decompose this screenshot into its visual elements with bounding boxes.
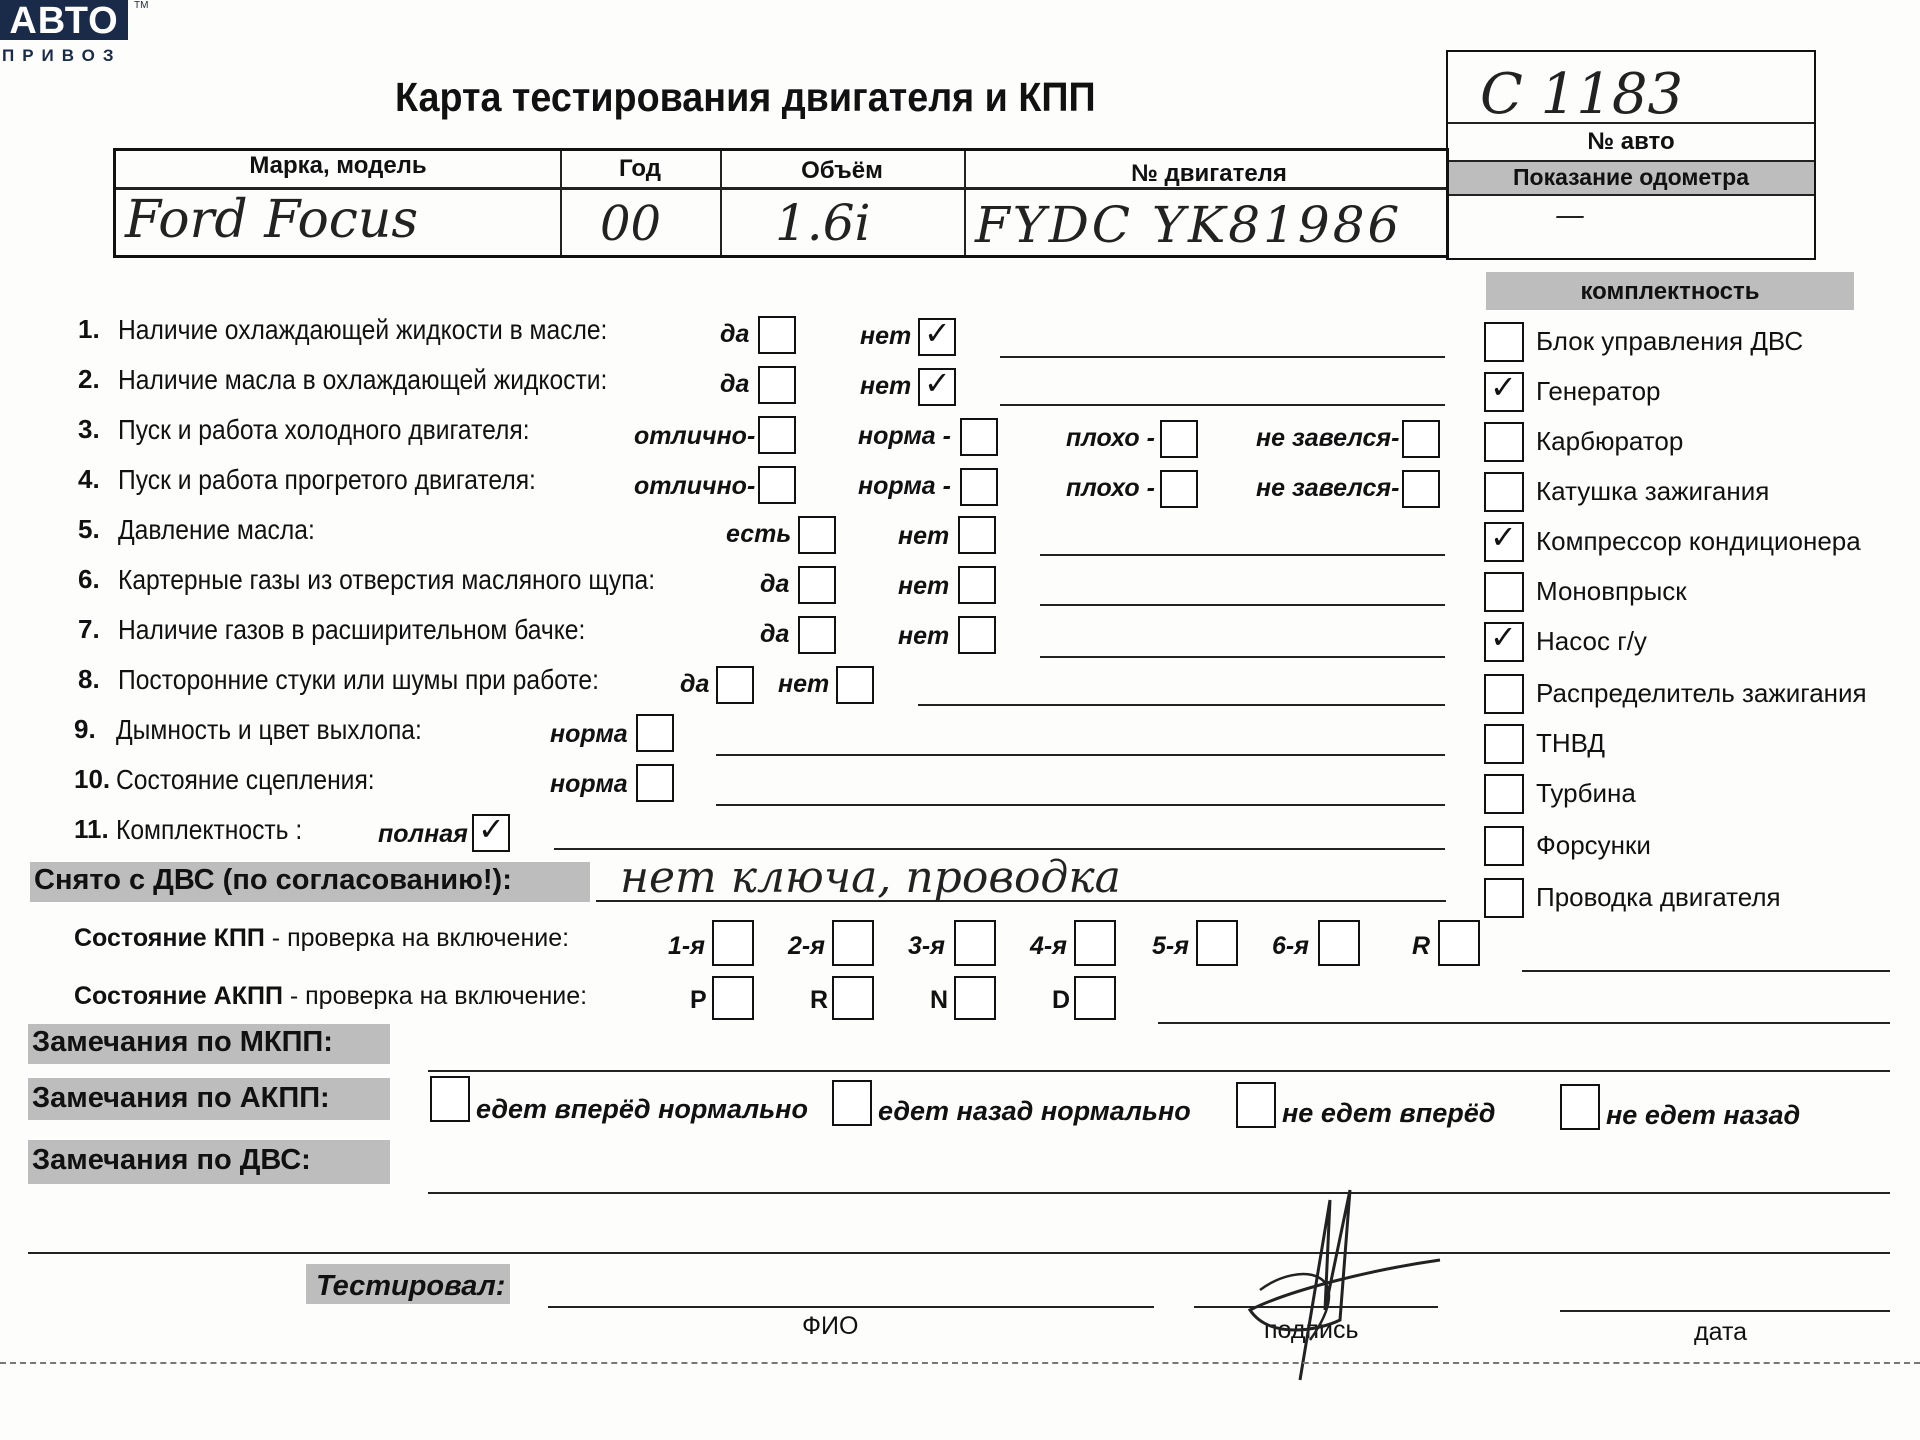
- q7-opt-yes: да: [760, 620, 790, 648]
- q9-checkbox[interactable]: [636, 714, 674, 752]
- col-make: Марка, модель: [249, 152, 427, 179]
- tested-label: Тестировал:: [316, 1270, 506, 1302]
- kpp-gear-label: 1-я: [668, 932, 705, 960]
- q3-text: Пуск и работа холодного двигателя:: [118, 414, 530, 445]
- check-mark: ✓: [1490, 618, 1517, 656]
- q3-opt-4: не завелся-: [1256, 424, 1400, 452]
- kpp-gear-checkbox[interactable]: [1318, 920, 1360, 966]
- q8-opt-no: нет: [778, 670, 830, 698]
- completeness-item: Распределитель зажигания: [1536, 678, 1867, 708]
- akpp-gear-checkbox[interactable]: [832, 976, 874, 1020]
- q9-text: Дымность и цвет выхлопа:: [116, 714, 422, 745]
- akpp-opt-checkbox-4[interactable]: [1560, 1084, 1600, 1130]
- q9-opt: норма: [550, 720, 628, 748]
- kpp-gear-label: 5-я: [1152, 932, 1189, 960]
- q6-checkbox-yes[interactable]: [798, 566, 836, 604]
- completeness-item: Проводка двигателя: [1536, 882, 1781, 912]
- akpp-opt-2: едет назад нормально: [878, 1096, 1191, 1126]
- kpp-gear-checkbox[interactable]: [712, 920, 754, 966]
- logo-tm: TM: [134, 0, 149, 11]
- logo: [0, 0, 149, 70]
- col-volume: Объём: [801, 157, 883, 184]
- remarks-akpp-label: Замечания по АКПП:: [32, 1082, 330, 1114]
- completeness-title: комплектность: [1580, 278, 1760, 305]
- q4-opt-3: плохо -: [1066, 474, 1155, 502]
- remarks-dvs-label: Замечания по ДВС:: [32, 1144, 311, 1176]
- q6-text: Картерные газы из отверстия масляного щупа:: [118, 564, 656, 595]
- q10-text: Состояние сцепления:: [116, 764, 375, 795]
- tested-sign-label: подпись: [1264, 1316, 1359, 1344]
- akpp-opt-1: едет вперёд нормально: [476, 1094, 808, 1124]
- odometer-label: Показание одометра: [1513, 164, 1749, 190]
- col-year: Год: [619, 155, 661, 182]
- q5-checkbox-no[interactable]: [958, 516, 996, 554]
- check-mark: ✓: [1490, 368, 1517, 406]
- kpp-gear-checkbox[interactable]: [832, 920, 874, 966]
- q10-opt: норма: [550, 770, 628, 798]
- q8-number: 8.: [78, 664, 100, 694]
- completeness-checkbox-1[interactable]: [1484, 322, 1524, 362]
- q1-opt-no: нет: [860, 322, 912, 350]
- q2-number: 2.: [78, 364, 100, 394]
- check-mark: ✓: [1490, 518, 1517, 556]
- q4-opt-4: не завелся-: [1256, 474, 1400, 502]
- kpp-gear-checkbox[interactable]: [1438, 920, 1480, 966]
- q11-number: 11.: [74, 814, 109, 844]
- completeness-item: Насос г/у: [1536, 626, 1647, 656]
- q10-number: 10.: [74, 764, 111, 794]
- q3-checkbox-1[interactable]: [758, 416, 796, 454]
- akpp-label-rest: - проверка на включение:: [282, 982, 588, 1010]
- q2-opt-yes: да: [720, 370, 750, 398]
- q8-text: Посторонние стуки или шумы при работе:: [118, 664, 599, 695]
- q7-text: Наличие газов в расширительном бачке:: [118, 614, 586, 645]
- removed-value: нет ключа, проводка: [620, 852, 1121, 903]
- volume-value: 1.6i: [775, 194, 871, 252]
- completeness-item: Турбина: [1536, 778, 1636, 808]
- tested-fio-label: ФИО: [802, 1312, 859, 1340]
- q7-opt-no: нет: [898, 622, 950, 650]
- akpp-opt-checkbox-3[interactable]: [1236, 1082, 1276, 1128]
- logo-main: АВТО: [0, 0, 128, 40]
- q4-text: Пуск и работа прогретого двигателя:: [118, 464, 536, 495]
- kpp-gear-label: 4-я: [1030, 932, 1067, 960]
- auto-number: C 1183: [1480, 62, 1684, 127]
- q10-checkbox[interactable]: [636, 764, 674, 802]
- logo-sub: ПРИВОЗ: [2, 46, 122, 65]
- completeness-item: Катушка зажигания: [1536, 476, 1770, 506]
- q11-opt: полная: [378, 820, 468, 848]
- q7-number: 7.: [78, 614, 100, 644]
- q5-opt-yes: есть: [726, 520, 792, 548]
- q4-checkbox-1[interactable]: [758, 466, 796, 504]
- completeness-checkbox-7[interactable]: [1484, 618, 1524, 662]
- completeness-item: Генератор: [1536, 376, 1661, 406]
- check-mark: ✓: [478, 810, 505, 848]
- q2-checkbox-yes[interactable]: [758, 366, 796, 404]
- kpp-gear-label: R: [1412, 932, 1431, 960]
- year-value: 00: [600, 196, 662, 252]
- q6-opt-yes: да: [760, 570, 790, 598]
- removed-label: Снято с ДВС (по согласованию!):: [34, 864, 512, 896]
- q6-checkbox-no[interactable]: [958, 566, 996, 604]
- q3-checkbox-4[interactable]: [1402, 420, 1440, 458]
- completeness-checkbox-9[interactable]: [1484, 724, 1524, 764]
- auto-number-label: № авто: [1587, 128, 1675, 155]
- q1-text: Наличие охлаждающей жидкости в масле:: [118, 314, 608, 345]
- q7-checkbox-no[interactable]: [958, 616, 996, 654]
- q5-checkbox-yes[interactable]: [798, 516, 836, 554]
- kpp-label-bold: Состояние КПП: [74, 924, 265, 952]
- make-value: Ford Focus: [125, 190, 419, 250]
- completeness-checkbox-10[interactable]: [1484, 774, 1524, 814]
- q5-opt-no: нет: [898, 522, 950, 550]
- q8-checkbox-no[interactable]: [836, 666, 874, 704]
- q4-number: 4.: [78, 464, 100, 494]
- q11-checkbox[interactable]: [472, 810, 510, 852]
- akpp-label-bold: Состояние АКПП: [74, 982, 283, 1010]
- completeness-item: Моновпрыск: [1536, 576, 1687, 606]
- akpp-gear-checkbox[interactable]: [954, 976, 996, 1020]
- akpp-gear-label: P: [690, 986, 707, 1014]
- akpp-gear-label: R: [810, 986, 829, 1014]
- q4-opt-1: отлично-: [634, 472, 756, 500]
- completeness-checkbox-11[interactable]: [1484, 826, 1524, 866]
- q8-opt-yes: да: [680, 670, 710, 698]
- q5-number: 5.: [78, 514, 100, 544]
- akpp-gear-checkbox[interactable]: [712, 976, 754, 1020]
- kpp-gear-checkbox[interactable]: [1196, 920, 1238, 966]
- akpp-opt-3: не едет вперёд: [1282, 1098, 1496, 1128]
- q3-opt-3: плохо -: [1066, 424, 1155, 452]
- q1-checkbox-yes[interactable]: [758, 316, 796, 354]
- kpp-label: [74, 924, 569, 953]
- kpp-gear-checkbox[interactable]: [954, 920, 996, 966]
- page-title: Карта тестирования двигателя и КПП: [395, 74, 1096, 120]
- akpp-gear-label: N: [930, 986, 949, 1014]
- q2-checkbox-no[interactable]: [918, 364, 956, 406]
- q3-checkbox-2[interactable]: [960, 418, 998, 456]
- q9-number: 9.: [74, 714, 96, 744]
- q6-number: 6.: [78, 564, 100, 594]
- q4-checkbox-3[interactable]: [1160, 470, 1198, 508]
- q8-checkbox-yes[interactable]: [716, 666, 754, 704]
- completeness-checkbox-2[interactable]: [1484, 368, 1524, 412]
- q3-opt-1: отлично-: [634, 422, 756, 450]
- completeness-item: Форсунки: [1536, 830, 1651, 860]
- q1-number: 1.: [78, 314, 100, 344]
- kpp-label-rest: - проверка на включение:: [264, 924, 570, 952]
- akpp-opt-4: не едет назад: [1606, 1100, 1801, 1130]
- completeness-checkbox-4[interactable]: [1484, 472, 1524, 512]
- completeness-checkbox-12[interactable]: [1484, 878, 1524, 918]
- q7-checkbox-yes[interactable]: [798, 616, 836, 654]
- odometer-value: —: [1555, 198, 1585, 233]
- q3-opt-2: норма -: [858, 422, 951, 450]
- q2-opt-no: нет: [860, 372, 912, 400]
- q4-checkbox-2[interactable]: [960, 468, 998, 506]
- completeness-item: ТНВД: [1536, 728, 1606, 758]
- completeness-checkbox-8[interactable]: [1484, 674, 1524, 714]
- q11-text: Комплектность :: [116, 814, 303, 845]
- completeness-item: Компрессор кондиционера: [1536, 526, 1861, 556]
- q4-checkbox-4[interactable]: [1402, 470, 1440, 508]
- q3-number: 3.: [78, 414, 100, 444]
- q6-opt-no: нет: [898, 572, 950, 600]
- kpp-gear-checkbox[interactable]: [1074, 920, 1116, 966]
- akpp-gear-label: D: [1052, 986, 1071, 1014]
- completeness-checkbox-6[interactable]: [1484, 572, 1524, 612]
- check-mark: ✓: [924, 314, 951, 352]
- engine-value: FYDC YK81986: [975, 196, 1403, 254]
- q1-opt-yes: да: [720, 320, 750, 348]
- q1-checkbox-no[interactable]: [918, 314, 956, 356]
- q3-checkbox-3[interactable]: [1160, 420, 1198, 458]
- akpp-opt-checkbox-2[interactable]: [832, 1080, 872, 1126]
- kpp-gear-label: 3-я: [908, 932, 945, 960]
- q2-text: Наличие масла в охлаждающей жидкости:: [118, 364, 608, 395]
- signature-image: [1230, 1180, 1450, 1400]
- remarks-mkpp-label: Замечания по МКПП:: [32, 1026, 333, 1058]
- completeness-checkbox-3[interactable]: [1484, 422, 1524, 462]
- tested-date-label: дата: [1694, 1318, 1748, 1346]
- completeness-item: Карбюратор: [1536, 426, 1684, 456]
- kpp-gear-label: 2-я: [788, 932, 825, 960]
- akpp-label: [74, 982, 587, 1011]
- completeness-checkbox-5[interactable]: [1484, 518, 1524, 562]
- col-engine: № двигателя: [1131, 160, 1287, 187]
- check-mark: ✓: [924, 364, 951, 402]
- kpp-gear-label: 6-я: [1272, 932, 1309, 960]
- q5-text: Давление масла:: [118, 514, 315, 545]
- q4-opt-2: норма -: [858, 472, 951, 500]
- completeness-item: Блок управления ДВС: [1536, 326, 1804, 356]
- akpp-gear-checkbox[interactable]: [1074, 976, 1116, 1020]
- akpp-opt-checkbox-1[interactable]: [430, 1076, 470, 1122]
